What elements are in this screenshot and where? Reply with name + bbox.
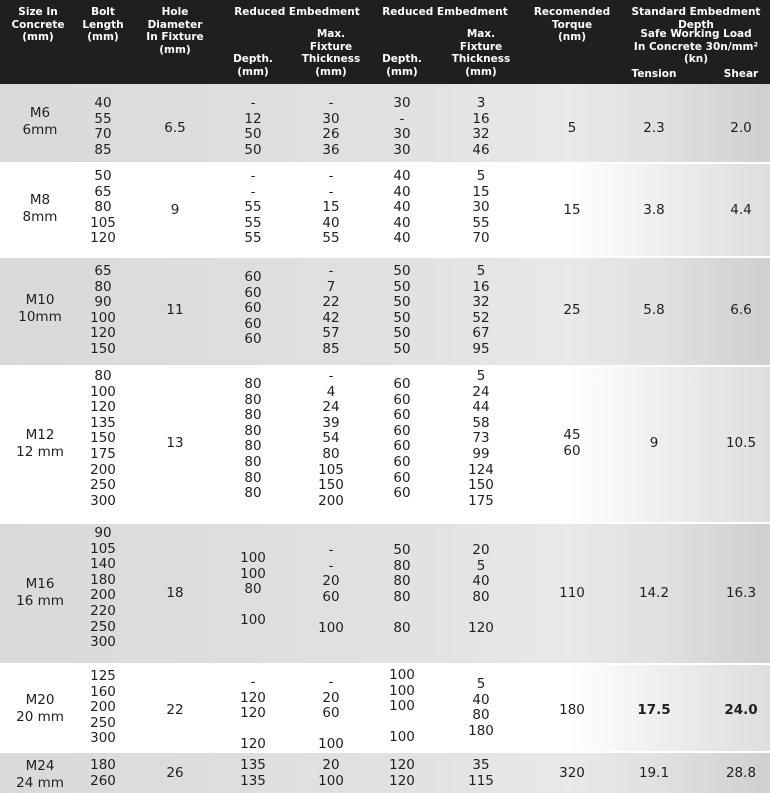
cell-tension: 19.1 bbox=[638, 765, 670, 781]
cell-size: M24 24 mm bbox=[16, 758, 64, 791]
header-tension: Tension bbox=[631, 68, 677, 80]
cell-max-fixture-2: 35 115 bbox=[468, 757, 494, 789]
cell-reduced-depth-1: - 120 120 120 bbox=[240, 674, 266, 753]
cell-reduced-depth-2: 40 40 40 40 40 bbox=[393, 168, 411, 247]
header-recommended-torque: Recomended Torque (nm) bbox=[533, 6, 611, 43]
cell-max-fixture-2: 5 24 44 58 73 99 124 150 175 bbox=[468, 368, 494, 509]
cell-max-fixture-1: 20 100 bbox=[318, 757, 344, 789]
cell-shear: 4.4 bbox=[730, 202, 752, 218]
cell-reduced-depth-1: 60 60 60 60 60 bbox=[244, 269, 262, 348]
header-max-fixture-1: Max. Fixture Thickness (mm) bbox=[301, 28, 361, 78]
cell-max-fixture-2: 5 16 32 52 67 95 bbox=[472, 263, 490, 357]
cell-reduced-depth-1: 100 100 80 100 bbox=[240, 550, 266, 629]
header-standard-embedment-depth: Standard Embedment Depth bbox=[631, 6, 761, 31]
header-size: Size In Concrete (mm) bbox=[11, 6, 65, 43]
header-depth-2: Depth. (mm) bbox=[382, 53, 422, 78]
cell-size: M10 10mm bbox=[18, 292, 62, 325]
cell-hole-diameter: 9 bbox=[170, 202, 180, 218]
cell-bolt-length: 40 55 70 85 bbox=[94, 95, 112, 158]
table-header bbox=[0, 0, 770, 84]
cell-max-fixture-1: - 7 22 42 57 85 bbox=[322, 263, 340, 357]
cell-torque: 180 bbox=[559, 702, 585, 718]
cell-max-fixture-2: 3 16 32 46 bbox=[472, 95, 490, 158]
cell-bolt-length: 125 160 200 250 300 bbox=[90, 668, 116, 747]
cell-tension: 9 bbox=[649, 435, 659, 451]
cell-shear: 28.8 bbox=[725, 765, 757, 781]
cell-bolt-length: 65 80 90 100 120 150 bbox=[90, 263, 116, 357]
cell-tension: 3.8 bbox=[643, 202, 665, 218]
cell-hole-diameter: 18 bbox=[166, 585, 184, 601]
header-hole-diameter: Hole Diameter In Fixture (mm) bbox=[146, 6, 204, 56]
cell-tension: 17.5 bbox=[637, 702, 671, 718]
cell-bolt-length: 180 260 bbox=[90, 757, 116, 789]
cell-shear: 24.0 bbox=[724, 702, 758, 718]
cell-size: M16 16 mm bbox=[16, 576, 64, 609]
cell-reduced-depth-2: 50 80 80 80 80 bbox=[393, 542, 411, 636]
cell-torque: 15 bbox=[563, 202, 581, 218]
cell-size: M6 6mm bbox=[22, 105, 58, 138]
cell-reduced-depth-2: 100 100 100 100 bbox=[389, 667, 415, 746]
cell-bolt-length: 90 105 140 180 200 220 250 300 bbox=[90, 525, 116, 651]
cell-max-fixture-2: 20 5 40 80 120 bbox=[468, 542, 494, 636]
cell-size: M8 8mm bbox=[22, 192, 58, 225]
cell-tension: 5.8 bbox=[643, 302, 665, 318]
cell-bolt-length: 50 65 80 105 120 bbox=[90, 168, 116, 247]
cell-reduced-depth-2: 30 - 30 30 bbox=[393, 95, 411, 158]
cell-hole-diameter: 6.5 bbox=[164, 120, 186, 136]
cell-shear: 6.6 bbox=[730, 302, 752, 318]
header-shear: Shear bbox=[723, 68, 759, 80]
cell-hole-diameter: 26 bbox=[166, 765, 184, 781]
cell-reduced-depth-2: 60 60 60 60 60 60 60 60 bbox=[393, 376, 411, 502]
cell-reduced-depth-2: 50 50 50 50 50 50 bbox=[393, 263, 411, 357]
header-max-fixture-2: Max. Fixture Thickness (mm) bbox=[451, 28, 511, 78]
cell-max-fixture-1: - - 15 40 55 bbox=[322, 168, 340, 247]
cell-torque: 25 bbox=[563, 302, 581, 318]
cell-max-fixture-1: - 4 24 39 54 80 105 150 200 bbox=[318, 368, 344, 509]
cell-size: M20 20 mm bbox=[16, 692, 64, 725]
header-reduced-embedment-1: Reduced Embedment bbox=[234, 6, 360, 18]
cell-tension: 2.3 bbox=[643, 120, 665, 136]
cell-torque: 45 60 bbox=[563, 427, 581, 459]
cell-shear: 16.3 bbox=[725, 585, 757, 601]
cell-max-fixture-2: 5 15 30 55 70 bbox=[472, 168, 490, 247]
cell-torque: 110 bbox=[559, 585, 585, 601]
cell-reduced-depth-1: - - 55 55 55 bbox=[244, 168, 262, 247]
cell-bolt-length: 80 100 120 135 150 175 200 250 300 bbox=[90, 368, 116, 509]
cell-max-fixture-1: - 30 26 36 bbox=[322, 95, 340, 158]
cell-hole-diameter: 11 bbox=[166, 302, 184, 318]
header-bolt-length: Bolt Length (mm) bbox=[82, 6, 124, 43]
cell-hole-diameter: 22 bbox=[166, 702, 184, 718]
cell-torque: 320 bbox=[559, 765, 585, 781]
cell-reduced-depth-1: 80 80 80 80 80 80 80 80 bbox=[244, 376, 262, 502]
header-reduced-embedment-2: Reduced Embedment bbox=[382, 6, 508, 18]
cell-hole-diameter: 13 bbox=[166, 435, 184, 451]
cell-shear: 2.0 bbox=[730, 120, 752, 136]
cell-max-fixture-1: - 20 60 100 bbox=[318, 674, 344, 753]
cell-torque: 5 bbox=[567, 120, 577, 136]
cell-reduced-depth-1: 135 135 bbox=[240, 757, 266, 789]
header-depth-1: Depth. (mm) bbox=[233, 53, 273, 78]
cell-reduced-depth-1: - 12 50 50 bbox=[244, 95, 262, 158]
cell-shear: 10.5 bbox=[725, 435, 757, 451]
cell-reduced-depth-2: 120 120 bbox=[389, 757, 415, 789]
cell-size: M12 12 mm bbox=[16, 427, 64, 460]
cell-max-fixture-1: - - 20 60 100 bbox=[318, 542, 344, 636]
cell-tension: 14.2 bbox=[638, 585, 670, 601]
header-safe-working-load: Safe Working Load In Concrete 30n/mm² (kn) bbox=[633, 28, 759, 65]
cell-max-fixture-2: 5 40 80 180 bbox=[468, 676, 494, 739]
